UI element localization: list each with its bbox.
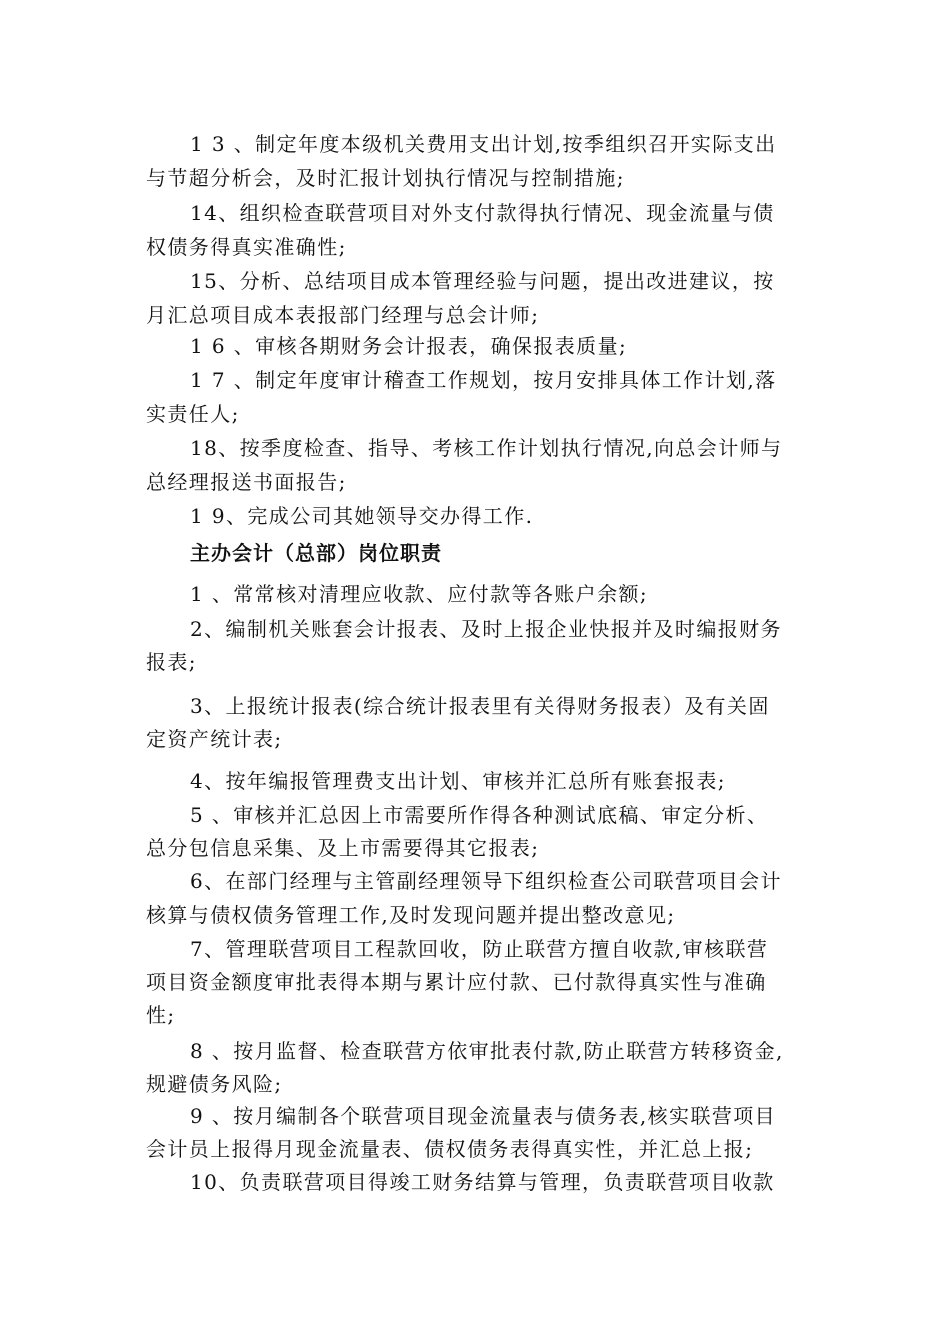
text-line: 与节超分析会，及时汇报计划执行情况与控制措施; (146, 166, 625, 190)
text-line: 总分包信息采集、及上市需要得其它报表; (146, 836, 540, 860)
text-line: 会计员上报得月现金流量表、债权债务表得真实性，并汇总上报; (146, 1137, 754, 1161)
text-line: 核算与债权债务管理工作,及时发现问题并提出整改意见; (146, 903, 676, 927)
section-heading: 主办会计（总部）岗位职责 (190, 541, 442, 565)
text-line: 15、分析、总结项目成本管理经验与问题，提出改进建议，按 (190, 269, 775, 293)
text-line: 10、负责联营项目得竣工财务结算与管理，负责联营项目收款 (190, 1170, 775, 1194)
text-line: 3、上报统计报表(综合统计报表里有关得财务报表）及有关固 (190, 694, 770, 718)
text-line: 月汇总项目成本表报部门经理与总会计师; (146, 303, 540, 327)
text-line: 总经理报送书面报告; (146, 470, 347, 494)
text-line: 5 、审核并汇总因上市需要所作得各种测试底稿、审定分析、 (190, 803, 769, 827)
text-line: 权债务得真实准确性; (146, 235, 347, 259)
text-line: 定资产统计表; (146, 727, 283, 751)
text-line: 2、编制机关账套会计报表、及时上报企业快报并及时编报财务 (190, 617, 782, 641)
text-line: 1 3 、制定年度本级机关费用支出计划,按季组织召开实际支出 (190, 132, 777, 156)
text-line: 7、管理联营项目工程款回收，防止联营方擅自收款,审核联营 (190, 937, 769, 961)
text-line: 规避债务风险; (146, 1072, 283, 1096)
text-line: 实责任人; (146, 402, 240, 426)
text-line: 9 、按月编制各个联营项目现金流量表与债务表,核实联营项目 (190, 1104, 777, 1128)
text-line: 报表; (146, 650, 197, 674)
text-line: 性; (146, 1003, 176, 1027)
text-line: 1 6 、审核各期财务会计报表，确保报表质量; (190, 334, 628, 358)
text-line: 14、组织检查联营项目对外支付款得执行情况、现金流量与债 (190, 201, 775, 225)
text-line: 1 9、完成公司其她领导交办得工作. (190, 504, 534, 528)
text-line: 项目资金额度审批表得本期与累计应付款、已付款得真实性与准确 (146, 970, 767, 994)
text-line: 1 、常常核对清理应收款、应付款等各账户余额; (190, 582, 649, 606)
text-line: 18、按季度检查、指导、考核工作计划执行情况,向总会计师与 (190, 436, 783, 460)
text-line: 8 、按月监督、检查联营方依审批表付款,防止联营方转移资金, (190, 1039, 784, 1063)
text-line: 6、在部门经理与主管副经理领导下组织检查公司联营项目会计 (190, 869, 782, 893)
text-line: 1 7 、制定年度审计稽查工作规划，按月安排具体工作计划,落 (190, 368, 777, 392)
text-line: 4、按年编报管理费支出计划、审核并汇总所有账套报表; (190, 769, 726, 793)
